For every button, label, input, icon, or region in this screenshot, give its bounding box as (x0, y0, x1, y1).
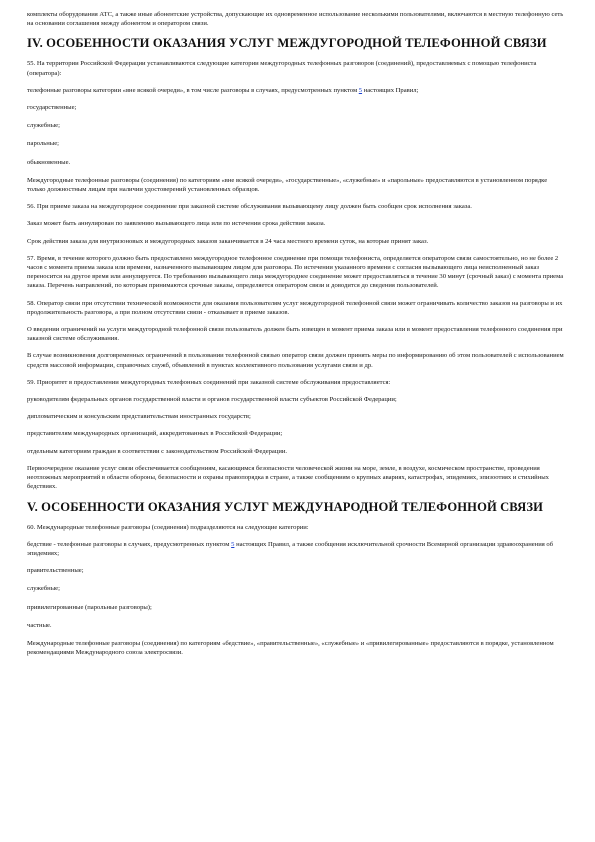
category-item: парольные; (27, 140, 59, 148)
section-heading-iv: IV. ОСОБЕННОСТИ ОКАЗАНИЯ УСЛУГ МЕЖДУГОРОДНОЙ ТЕЛЕФОННОЙ СВЯЗИ (27, 36, 547, 51)
document-page (27, 10, 567, 665)
category-item: служебные; (27, 122, 60, 130)
paragraph: Международные телефонные разговоры (соединения) по категориям «бедствие», «правительственные», «служебные» и «привилегированные» предоставляются в порядке, установленном рекомендациями Международного союза электросвязи. (27, 639, 554, 657)
text-fragment: телефонные разговоры категории «вне всякой очереди», в том числе разговоры в случаях, предусмотренных пунктом (27, 86, 359, 94)
paragraph: Междугородные телефонные разговоры (соединения) по категориям «вне всякой очереди», «государственные», «служебные» и «парольные» предоставляются в установленном порядке только должностным лицам при наличии удостоверений установленных образцов. (27, 176, 548, 194)
paragraph-55: 55. На территории Российской Федерации устанавливаются следующие категории междугородных телефонных разговоров (соединений), предоставляемых с помощью телефониста (оператора): (27, 60, 537, 77)
category-item: служебные; (27, 585, 60, 593)
paragraph-60: 60. Международные телефонные разговоры (соединения) подразделяются на следующие категории: (27, 523, 309, 531)
paragraph-55-category-priority (27, 86, 567, 95)
text-fragment: настоящих Правил; (362, 86, 419, 94)
paragraph-60-category-distress (27, 540, 567, 558)
section-heading-v: V. ОСОБЕННОСТИ ОКАЗАНИЯ УСЛУГ МЕЖДУНАРОДНОЙ ТЕЛЕФОННОЙ СВЯЗИ (27, 499, 544, 514)
priority-item: дипломатическим и консульским представительствам иностранных государств; (27, 413, 251, 421)
paragraph: О введении ограничений на услуги междугородной телефонной связи пользователь должен быть извещен в момент приема заказа или в момент предоставления телефонного соединения при заказной системе обслуживания. (27, 326, 563, 343)
category-item: обыкновенные. (27, 158, 71, 166)
text-fragment: бедствие - телефонные разговоры в случаях, предусмотренных пунктом (27, 540, 232, 548)
priority-item: руководителям федеральных органов государственной власти и органов государственной власти субъектов Российской Федерации; (27, 396, 397, 404)
paragraph-57: 57. Время, в течение которого должно быть предоставлено междугородное телефонное соединение при помощи телефониста, определяется оператором связи самостоятельно, но не более 2 часов с момента приема заказа или времени, назначенного вызывающим лицом для разговора. По истечении указанного времени с согласия вызывающего лица неисполненный заказ переносится на другое время или аннулируется. По требованию вызывающего лица междугороднее соединение может предоставляться в течение 30 минут (срочный заказ) с момента приема заказа. Перечень направлений, по которым принимаются срочные заказы, определяется оператором связи и доводится до сведения пользователей. (27, 254, 564, 290)
text-fragment: настоящих Правил, а также сообщения исключительной срочности Всемирной организации здравоохранения об эпидемиях; (27, 540, 554, 557)
paragraph: Срок действия заказа для внутризоновых и междугородных заказов заканчивается в 24 часа местного времени суток, на которые принят заказ. (27, 237, 429, 245)
category-item: привилегированные (парольные разговоры); (27, 603, 152, 611)
paragraph-58: 58. Оператор связи при отсутствии технической возможности для оказания пользователям услуг междугородной телефонной связи может ограничивать количество заказов на разговоры и их продолжительность разговора, а при полном отсутствии связи - отказывает в приеме заказов. (27, 299, 563, 316)
rule-point-link[interactable]: 5 (358, 86, 363, 94)
priority-item: представителям международных организаций, аккредитованных в Российской Федерации; (27, 430, 283, 438)
category-item: государственные; (27, 104, 77, 112)
category-item: правительственные; (27, 567, 84, 575)
rule-point-link[interactable]: 5 (231, 540, 235, 548)
paragraph-56: 56. При приеме заказа на междугородное соединение при заказной системе обслуживания вызывающему лицу должен быть сообщен срок исполнения заказа. (27, 203, 472, 211)
category-item: частные. (27, 621, 52, 629)
priority-item: отдельным категориям граждан в соответствии с законодательством Российской Федерации. (27, 447, 288, 455)
paragraph-59: 59. Приоритет в предоставлении междугородных телефонных соединений при заказной системе обслуживания предоставляется: (27, 378, 391, 386)
paragraph: Заказ может быть аннулирован по заявлению вызывающего лица или по истечении срока действия заказа. (27, 220, 326, 228)
paragraph: комплекты оборудования АТС, а также иные абонентские устройства, допускающие их одновременное использование несколькими пользователями, включаются в местную телефонную сеть на основании соглашения между абонентом и оператором связи. (27, 11, 564, 28)
paragraph: Первоочередное оказание услуг связи обеспечивается сообщениям, касающимся безопасности человеческой жизни на море, земле, в воздухе, космическом пространстве, проведения неотложных мероприятий в области обороны, безопасности и охраны правопорядка в стране, а также сообщениям о крупных авариях, катастрофах, эпидемиях, эпизоотиях и стихийных бедствиях. (27, 464, 549, 491)
paragraph: В случае возникновения долговременных ограничений в пользовании телефонной связью оператор связи должен принять меры по информированию об этом пользователей с использованием средств массовой информации, справочных служб, объявлений в пунктах коллективного пользования услугами связи и др. (27, 352, 564, 369)
